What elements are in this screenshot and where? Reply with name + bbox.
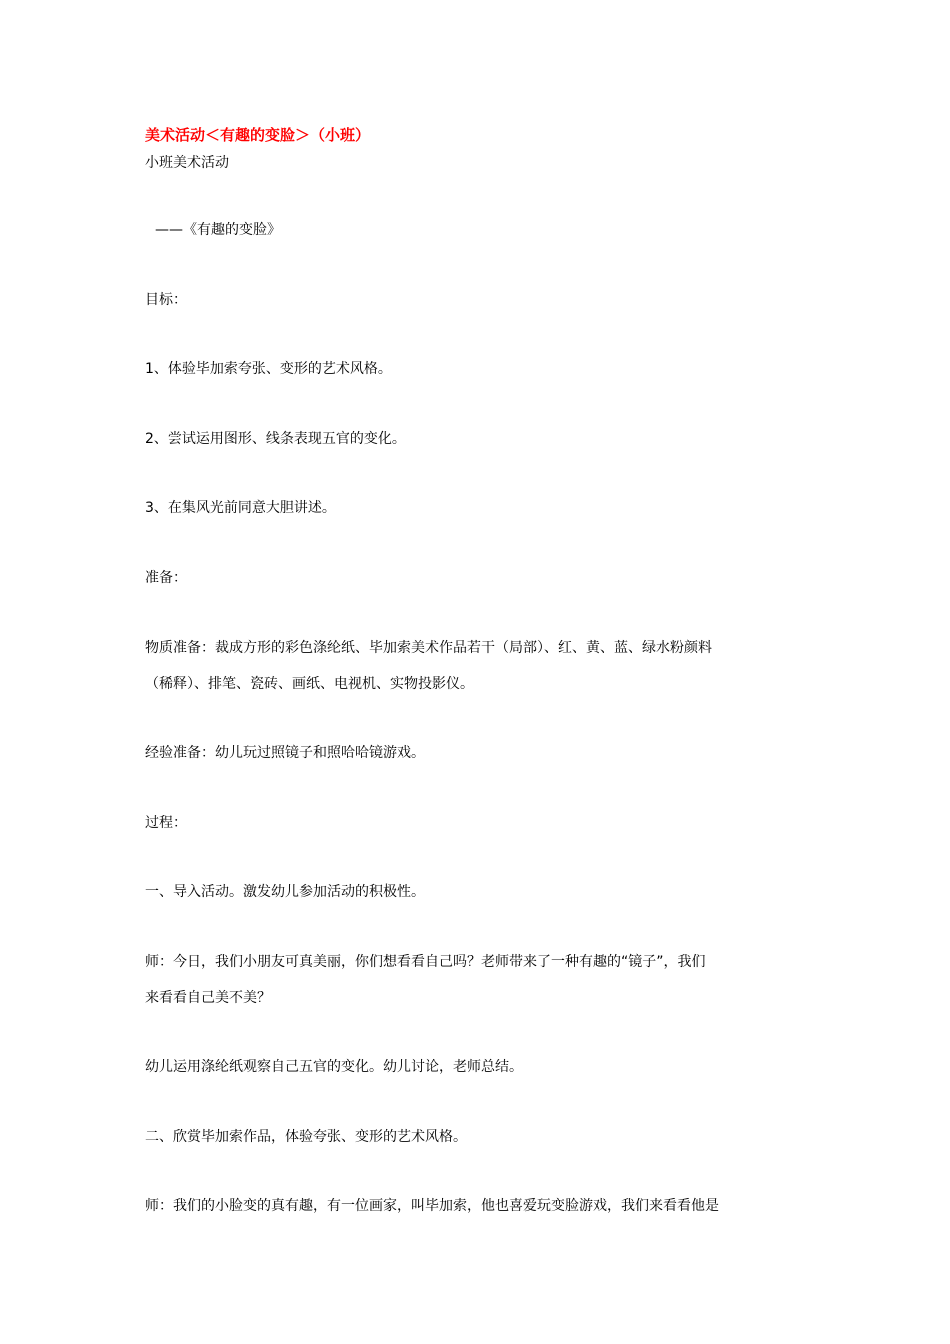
goal-item-2: 2、尝试运用图形、线条表现五官的变化。 (145, 431, 406, 447)
material-prep-line-1: 物质准备：裁成方形的彩色涤纶纸、毕加索美术作品若干（局部）、红、黄、蓝、绿水粉颜料 (145, 640, 712, 656)
lesson-name: ——《有趣的变脸》 (155, 222, 281, 238)
step-2-heading: 二、欣赏毕加索作品，体验夸张、变形的艺术风格。 (145, 1129, 467, 1145)
process-heading: 过程： (145, 815, 187, 831)
document-subtitle: 小班美术活动 (145, 155, 229, 171)
experience-prep: 经验准备：幼儿玩过照镜子和照哈哈镜游戏。 (145, 745, 425, 761)
goal-item-1: 1、体验毕加索夸张、变形的艺术风格。 (145, 361, 392, 377)
children-observe-text: 幼儿运用涤纶纸观察自己五官的变化。幼儿讨论，老师总结。 (145, 1059, 523, 1075)
prep-heading: 准备： (145, 570, 187, 586)
teacher-speech-1-line-1: 师：今日，我们小朋友可真美丽，你们想看看自己吗？老师带来了一种有趣的“镜子”，我们 (145, 954, 706, 970)
teacher-speech-2-line-1: 师：我们的小脸变的真有趣，有一位画家，叫毕加索，他也喜爱玩变脸游戏，我们来看看他是 (145, 1198, 719, 1214)
goal-item-3: 3、在集风光前同意大胆讲述。 (145, 500, 336, 516)
teacher-speech-1-line-2: 来看看自己美不美？ (145, 990, 271, 1006)
document-title: 美术活动＜有趣的变脸＞（小班） (145, 126, 371, 144)
step-1-heading: 一、导入活动。激发幼儿参加活动的积极性。 (145, 884, 425, 900)
material-prep-line-2: （稀释）、排笔、瓷砖、画纸、电视机、实物投影仪。 (145, 676, 474, 692)
goals-heading: 目标： (145, 292, 187, 308)
